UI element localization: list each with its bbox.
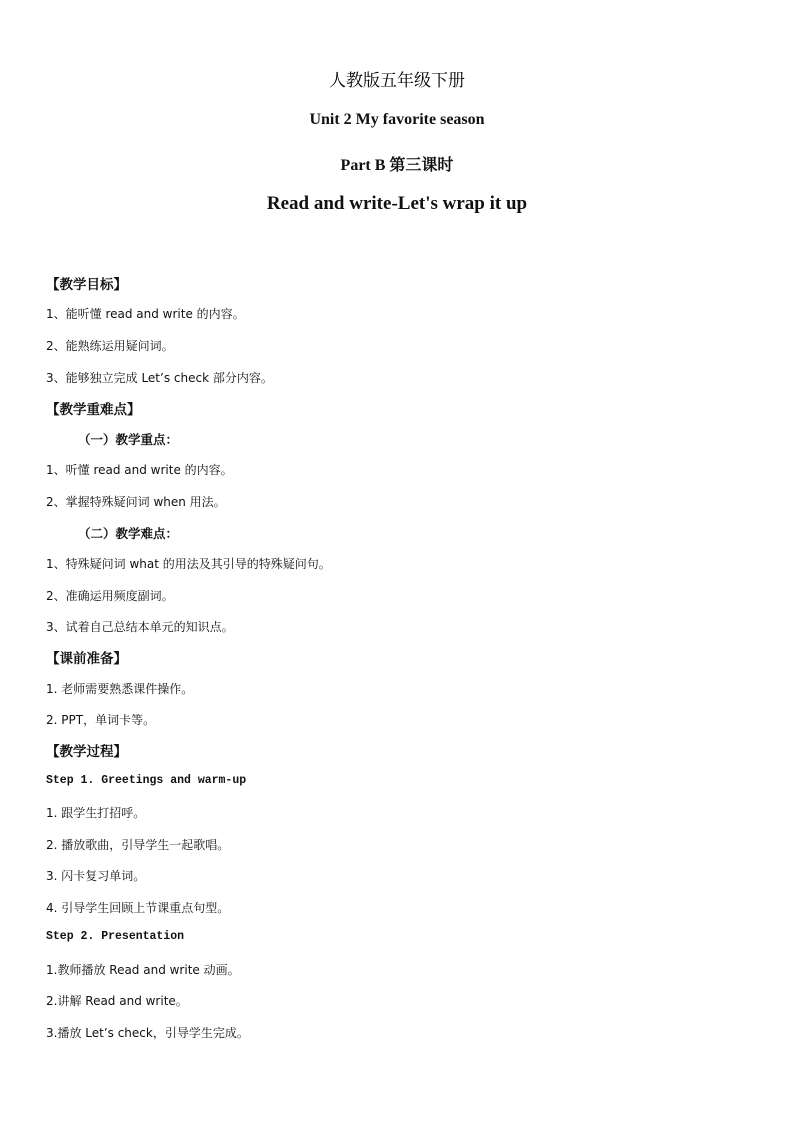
step1-title: Step 1. Greetings and warm-up [46,774,247,787]
textbook-title: 人教版五年级下册 [329,71,465,91]
preparation-heading: 【课前准备】 [46,651,127,667]
difficulty-item: 3、试着自己总结本单元的知识点。 [46,620,234,634]
objective-item: 2、能熟练运用疑问词。 [46,339,174,353]
objective-item: 1、能听懂 read and write 的内容。 [46,307,245,321]
step1-item: 2. 播放歌曲，引导学生一起歌唱。 [46,838,230,852]
unit-title: Unit 2 My favorite season [309,111,485,128]
key-points-heading: 【教学重难点】 [46,402,141,418]
lesson-title: Read and write-Let's wrap it up [266,193,528,214]
step2-item: 3.播放 Let’s check，引导学生完成。 [46,1026,249,1040]
focus-item: 1、听懂 read and write 的内容。 [46,463,233,477]
part-title: Part B 第三课时 [340,157,454,174]
difficulty-heading: （二）教学难点： [78,526,179,541]
objective-item: 3、能够独立完成 Let’s check 部分内容。 [46,371,273,385]
step2-item: 1.教师播放 Read and write 动画。 [46,963,240,977]
objectives-heading: 【教学目标】 [46,277,127,293]
preparation-item: 1. 老师需要熟悉课件操作。 [46,682,194,696]
difficulty-item: 1、特殊疑问词 what 的用法及其引导的特殊疑问句。 [46,557,331,571]
process-heading: 【教学过程】 [46,744,127,760]
difficulty-item: 2、准确运用频度副词。 [46,589,174,603]
focus-heading: （一）教学重点： [78,432,179,447]
step2-item: 2.讲解 Read and write。 [46,994,188,1008]
step1-item: 1. 跟学生打招呼。 [46,806,146,820]
step1-item: 4. 引导学生回顾上节课重点句型。 [46,901,230,915]
step1-item: 3. 闪卡复习单词。 [46,869,146,883]
step2-title: Step 2. Presentation [46,930,185,943]
focus-item: 2、掌握特殊疑问词 when 用法。 [46,495,226,509]
preparation-item: 2. PPT，单词卡等。 [46,713,156,727]
